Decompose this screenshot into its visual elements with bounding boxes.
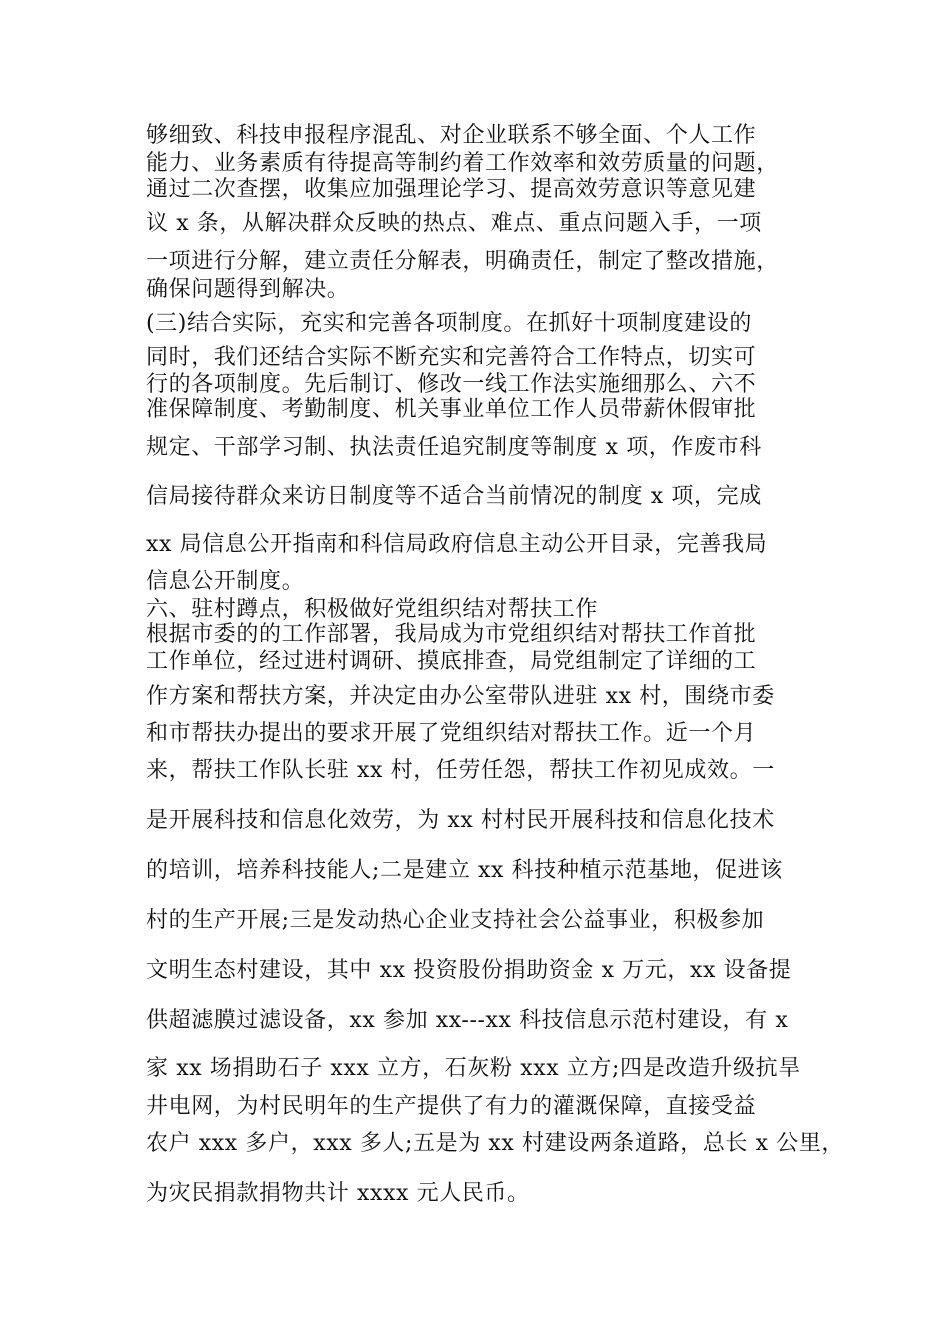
text-line: 信局接待群众来访日制度等不适合当前情况的制度 x 项，完成 (146, 484, 762, 509)
text-line: 能力、业务素质有待提高等制约着工作效率和效劳质量的问题， (146, 151, 779, 176)
text-line: 议 x 条，从解决群众反映的热点、难点、重点问题入手，一项 (146, 211, 762, 236)
text-line: 够细致、科技申报程序混乱、对企业联系不够全面、个人工作 (146, 123, 757, 148)
text-line: 的培训，培养科技能人;二是建立 xx 科技种植示范基地，促进该 (146, 858, 783, 883)
text-line: 通过二次查摆，收集应加强理论学习、提高效劳意识等意见建 (146, 177, 757, 202)
text-line: 信息公开制度。 (146, 569, 305, 594)
text-line: 工作单位，经过进村调研、摸底排查，局党组制定了详细的工 (146, 649, 757, 674)
text-line: 村的生产开展;三是发动热心企业支持社会公益事业，积极参加 (146, 908, 765, 933)
text-line: 作方案和帮扶方案，并决定由办公室带队进驻 xx 村，围绕市委 (146, 684, 775, 709)
text-line: 井电网，为村民明年的生产提供了有力的灌溉保障，直接受益 (146, 1094, 757, 1119)
text-line: 同时，我们还结合实际不断充实和完善符合工作特点，切实可 (146, 345, 757, 370)
text-line: 行的各项制度。先后制订、修改一线工作法实施细那么、六不 (146, 372, 757, 397)
text-line: 供超滤膜过滤设备，xx 参加 xx---xx 科技信息示范村建设，有 x (146, 1008, 789, 1033)
text-line: 和市帮扶办提出的要求开展了党组织结对帮扶工作。近一个月 (146, 721, 757, 746)
text-line: 确保问题得到解决。 (146, 277, 350, 302)
text-line: 是开展科技和信息化效劳，为 xx 村村民开展科技和信息化技术 (146, 808, 775, 833)
text-line: 为灾民捐款捐物共计 xxxx 元人民币。 (146, 1181, 530, 1206)
text-line: 准保障制度、考勤制度、机关事业单位工作人员带薪休假审批 (146, 397, 757, 422)
text-line: 家 xx 场捐助石子 xxx 立方，石灰粉 xxx 立方;四是改造升级抗旱 (146, 1056, 801, 1081)
text-line: 农户 xxx 多户，xxx 多人;五是为 xx 村建设两条道路，总长 x 公里， (146, 1131, 845, 1156)
text-line: (三)结合实际，充实和完善各项制度。在抓好十项制度建设的 (146, 311, 752, 336)
text-line: 来，帮扶工作队长驻 xx 村，任劳任怨，帮扶工作初见成效。一 (146, 758, 775, 783)
text-line: 一项进行分解，建立责任分解表，明确责任，制定了整改措施， (146, 249, 779, 274)
text-line: 根据市委的的工作部署，我局成为市党组织结对帮扶工作首批 (146, 622, 757, 647)
text-line: 文明生态村建设，其中 xx 投资股份捐助资金 x 万元，xx 设备提 (146, 958, 792, 983)
text-line: 规定、干部学习制、执法责任追究制度等制度 x 项，作废市科 (146, 435, 762, 460)
text-line: xx 局信息公开指南和科信局政府信息主动公开目录，完善我局 (146, 532, 768, 557)
section-heading: 六、驻村蹲点，积极做好党组织结对帮扶工作 (146, 597, 599, 622)
